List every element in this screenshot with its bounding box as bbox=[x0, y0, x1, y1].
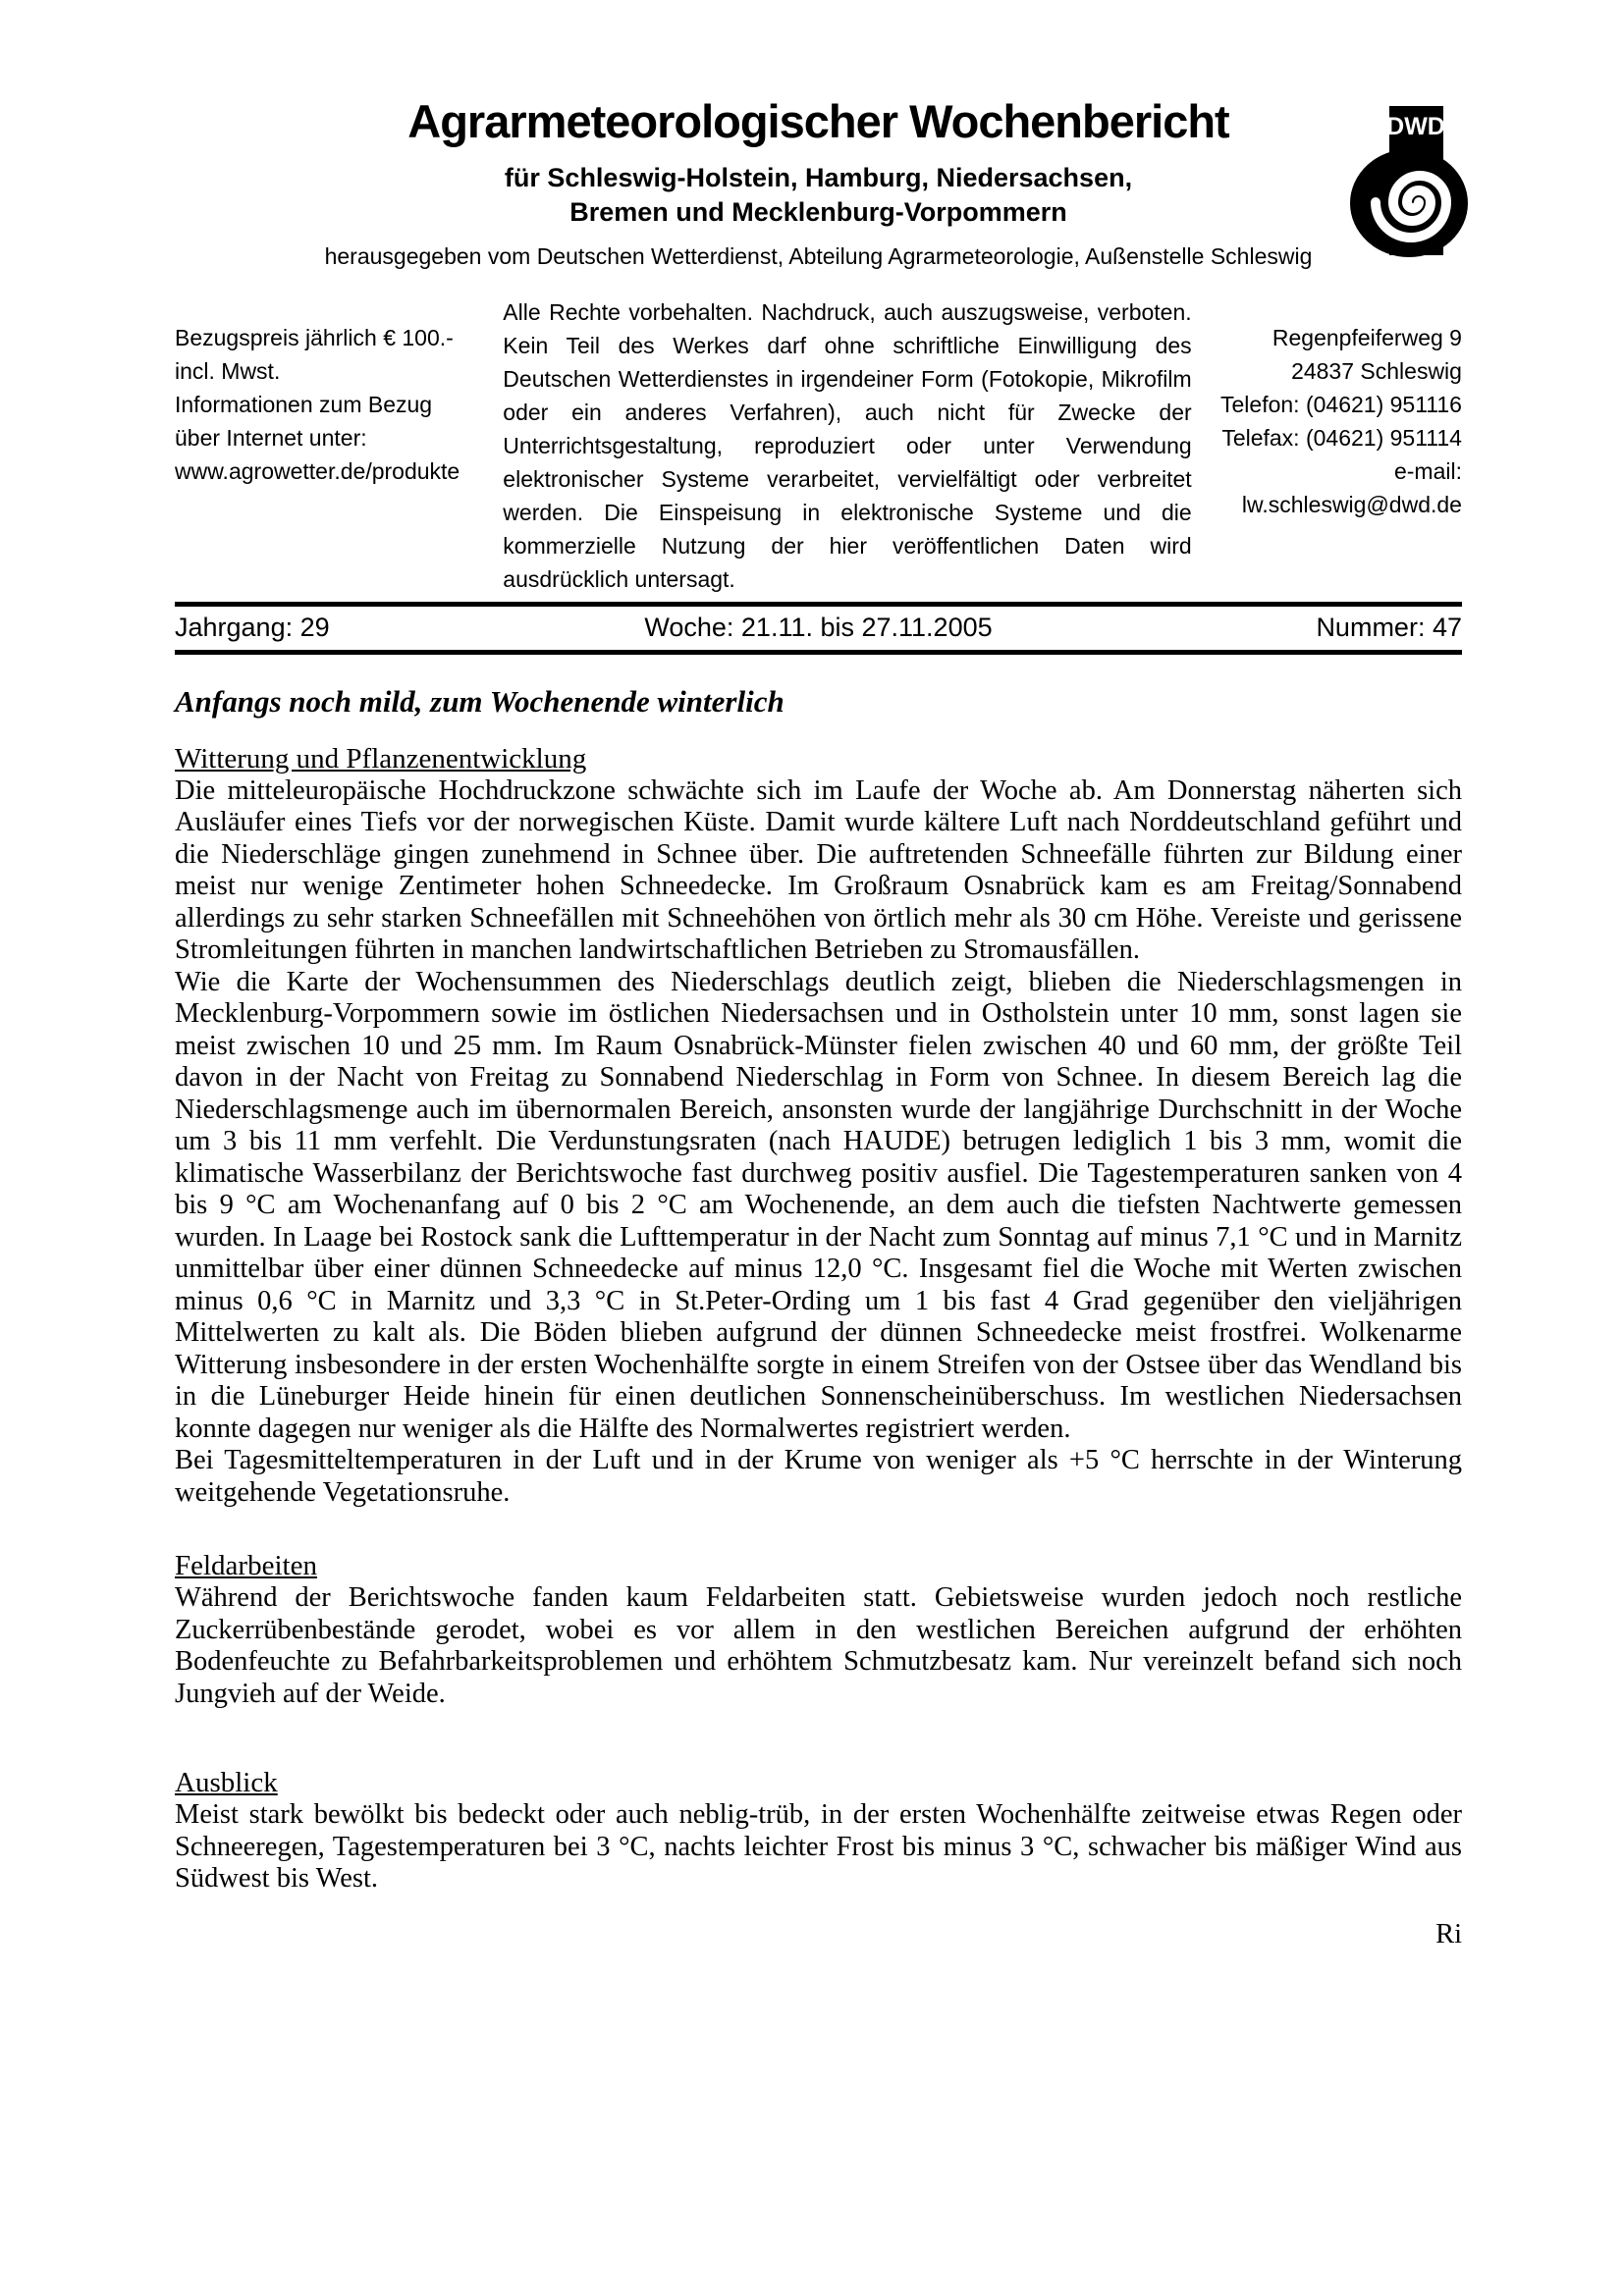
contact-phone: Telefon: (04621) 951116 bbox=[1220, 391, 1462, 417]
section-witterung bbox=[175, 743, 1462, 1510]
paragraph: Wie die Karte der Wochensummen des Niederschlags deutlich zeigt, blieben die Niederschlagsmengen in Mecklenburg-Vorpommern sowie im östlichen Niedersachsen und in Ostholstein unter 10 mm, sonst lagen sie meist zwischen 10 und 25 mm. Im Raum Osnabrück-Münster fielen zwischen 40 und 60 mm, der größte Teil davon in der Nacht von Freitag zu Sonnabend Niederschlag in Form von Schnee. In diesem Bereich lag die Niederschlagsmenge auch im übernormalen Bereich, ansonsten wurde der langjährige Durchschnitt in der Woche um 3 bis 11 mm verfehlt. Die Verdunstungsraten (nach HAUDE) betrugen lediglich 1 bis 3 mm, womit die klimatische Wasserbilanz der Berichtswoche fast durchweg positiv ausfiel. Die Tagestemperaturen sanken von 4 bis 9 °C am Wochenanfang auf 0 bis 2 °C am Wochenende, an dem auch die tiefsten Nachtwerte gemessen wurden. In Laage bei Rostock sank die Lufttemperatur in der Nacht zum Sonntag auf minus 7,1 °C und in Marnitz unmittelbar über einer dünnen Schneedecke auf minus 12,0 °C. Insgesamt fiel die Woche mit Werten zwischen minus 0,6 °C in Marnitz und 3,3 °C in St.Peter-Ording um 1 bis fast 4 Grad gegenüber den vieljährigen Mittelwerten zu kalt als. Die Böden blieben aufgrund der dünnen Schneedecke meist frostfrei. Wolkenarme Witterung insbesondere in der ersten Wochenhälfte sorgte in einem Streifen von der Ostsee über das Wendland bis in die Lüneburger Heide hinein für einen deutlichen Sonnenscheinüberschuss. Im westlichen Niedersachsen konnte dagegen nur weniger als die Hälfte des Normalwertes registriert werden. bbox=[175, 966, 1462, 1444]
issue-jahrgang: Jahrgang: 29 bbox=[175, 612, 330, 642]
masthead bbox=[175, 0, 1462, 270]
section-title: Feldarbeiten bbox=[175, 1550, 317, 1582]
author-initials: Ri bbox=[1435, 1918, 1462, 1949]
contact-email: lw.schleswig@dwd.de bbox=[1241, 491, 1462, 517]
paragraph: Während der Berichtswoche fanden kaum Feldarbeiten statt. Gebietsweise wurden jedoch noch restliche Zuckerrübenbestände gerodet, wobei es vor allem in den westlichen Bereichen aufgrund der erhöhten Bodenfeuchte zu Befahrbarkeitsproblemen und erhöhtem Schmutzbesatz kam. Nur vereinzelt befand sich noch Jungvieh auf der Weide. bbox=[175, 1582, 1462, 1709]
report-subtitle bbox=[175, 161, 1462, 230]
subscription-line: Informationen zum Bezug bbox=[175, 391, 433, 417]
paragraph: Meist stark bewölkt bis bedeckt oder auch neblig-trüb, in der ersten Wochenhälfte zeitweise etwas Regen oder Schneeregen, Tagestemperaturen bei 3 °C, nachts leichter Frost bis minus 3 °C, schwacher bis mäßiger Wind aus Südwest bis West. bbox=[175, 1799, 1462, 1895]
contact-info bbox=[1192, 295, 1462, 596]
subscription-url: www.agrowetter.de/produkte bbox=[175, 457, 460, 484]
contact-street: Regenpfeiferweg 9 bbox=[1271, 324, 1462, 350]
section-feldarbeiten bbox=[175, 1550, 1462, 1710]
subscription-line: incl. Mwst. bbox=[175, 357, 281, 384]
subtitle-line-2: Bremen und Mecklenburg-Vorpommern bbox=[569, 196, 1067, 227]
contact-city: 24837 Schleswig bbox=[1291, 357, 1462, 384]
issue-bar bbox=[175, 602, 1462, 655]
section-title: Ausblick bbox=[175, 1767, 278, 1799]
subtitle-line-1: für Schleswig-Holstein, Hamburg, Niedersachsen, bbox=[504, 162, 1133, 192]
report-title: Agrarmeteorologischer Wochenbericht bbox=[407, 95, 1229, 147]
dwd-logo-icon bbox=[1347, 88, 1471, 280]
subscription-line: Bezugspreis jährlich € 100.- bbox=[175, 324, 454, 350]
contact-email-label: e-mail: bbox=[1393, 457, 1462, 484]
section-title: Witterung und Pflanzenentwicklung bbox=[175, 742, 587, 774]
issue-nummer: Nummer: 47 bbox=[1316, 612, 1462, 642]
subscription-info bbox=[175, 295, 503, 596]
section-ausblick bbox=[175, 1767, 1462, 1896]
contact-fax: Telefax: (04621) 951114 bbox=[1221, 424, 1462, 451]
paragraph: Die mitteleuropäische Hochdruckzone schwächte sich im Laufe der Woche ab. Am Donnerstag näherten sich Ausläufer eines Tiefs vor der norwegischen Küste. Damit wurde kältere Luft nach Norddeutschland geführt und die Niederschläge gingen zunehmend in Schnee über. Die auftretenden Schneefälle führten zur Bildung einer meist nur wenige Zentimeter hohen Schneedecke. Im Großraum Osnabrück kam es am Freitag/Sonnabend allerdings zu sehr starken Schneefällen mit Schneehöhen von örtlich mehr als 30 cm Höhe. Vereiste und gerissene Stromleitungen führten in manchen landwirtschaftlichen Betrieben zu Stromausfällen. bbox=[175, 774, 1462, 966]
rights-notice: Alle Rechte vorbehalten. Nachdruck, auch auszugsweise, verboten. Kein Teil des Werkes darf ohne schriftliche Einwilligung des Deutschen Wetterdienstes in irgendeiner Form (Fotokopie, Mikrofilm oder ein anderes Verfahren), auch nicht für Zwecke der Unterrichtsgestaltung, reproduziert oder unter Verwendung elektronischer Systeme verarbeitet, vervielfältigt oder verbreitet werden. Die Einspeisung in elektronische Systeme und die kommerzielle Nutzung der hier veröffentlichen Daten wird ausdrücklich untersagt. bbox=[503, 298, 1192, 592]
imprint-block bbox=[175, 295, 1462, 596]
subscription-line: über Internet unter: bbox=[175, 424, 367, 451]
issue-woche: Woche: 21.11. bis 27.11.2005 bbox=[644, 612, 993, 642]
paragraph: Bei Tagesmitteltemperaturen in der Luft und in der Krume von weniger als +5 °C herrschte in der Winterung weitgehende Vegetationsruhe. bbox=[175, 1445, 1462, 1508]
dwd-logo-text: DWD bbox=[1386, 113, 1445, 140]
report-headline: Anfangs noch mild, zum Wochenende winterlich bbox=[175, 683, 784, 719]
publisher-line: herausgegeben vom Deutschen Wetterdienst, Abteilung Agrarmeteorologie, Außenstelle Schleswig bbox=[324, 242, 1313, 269]
